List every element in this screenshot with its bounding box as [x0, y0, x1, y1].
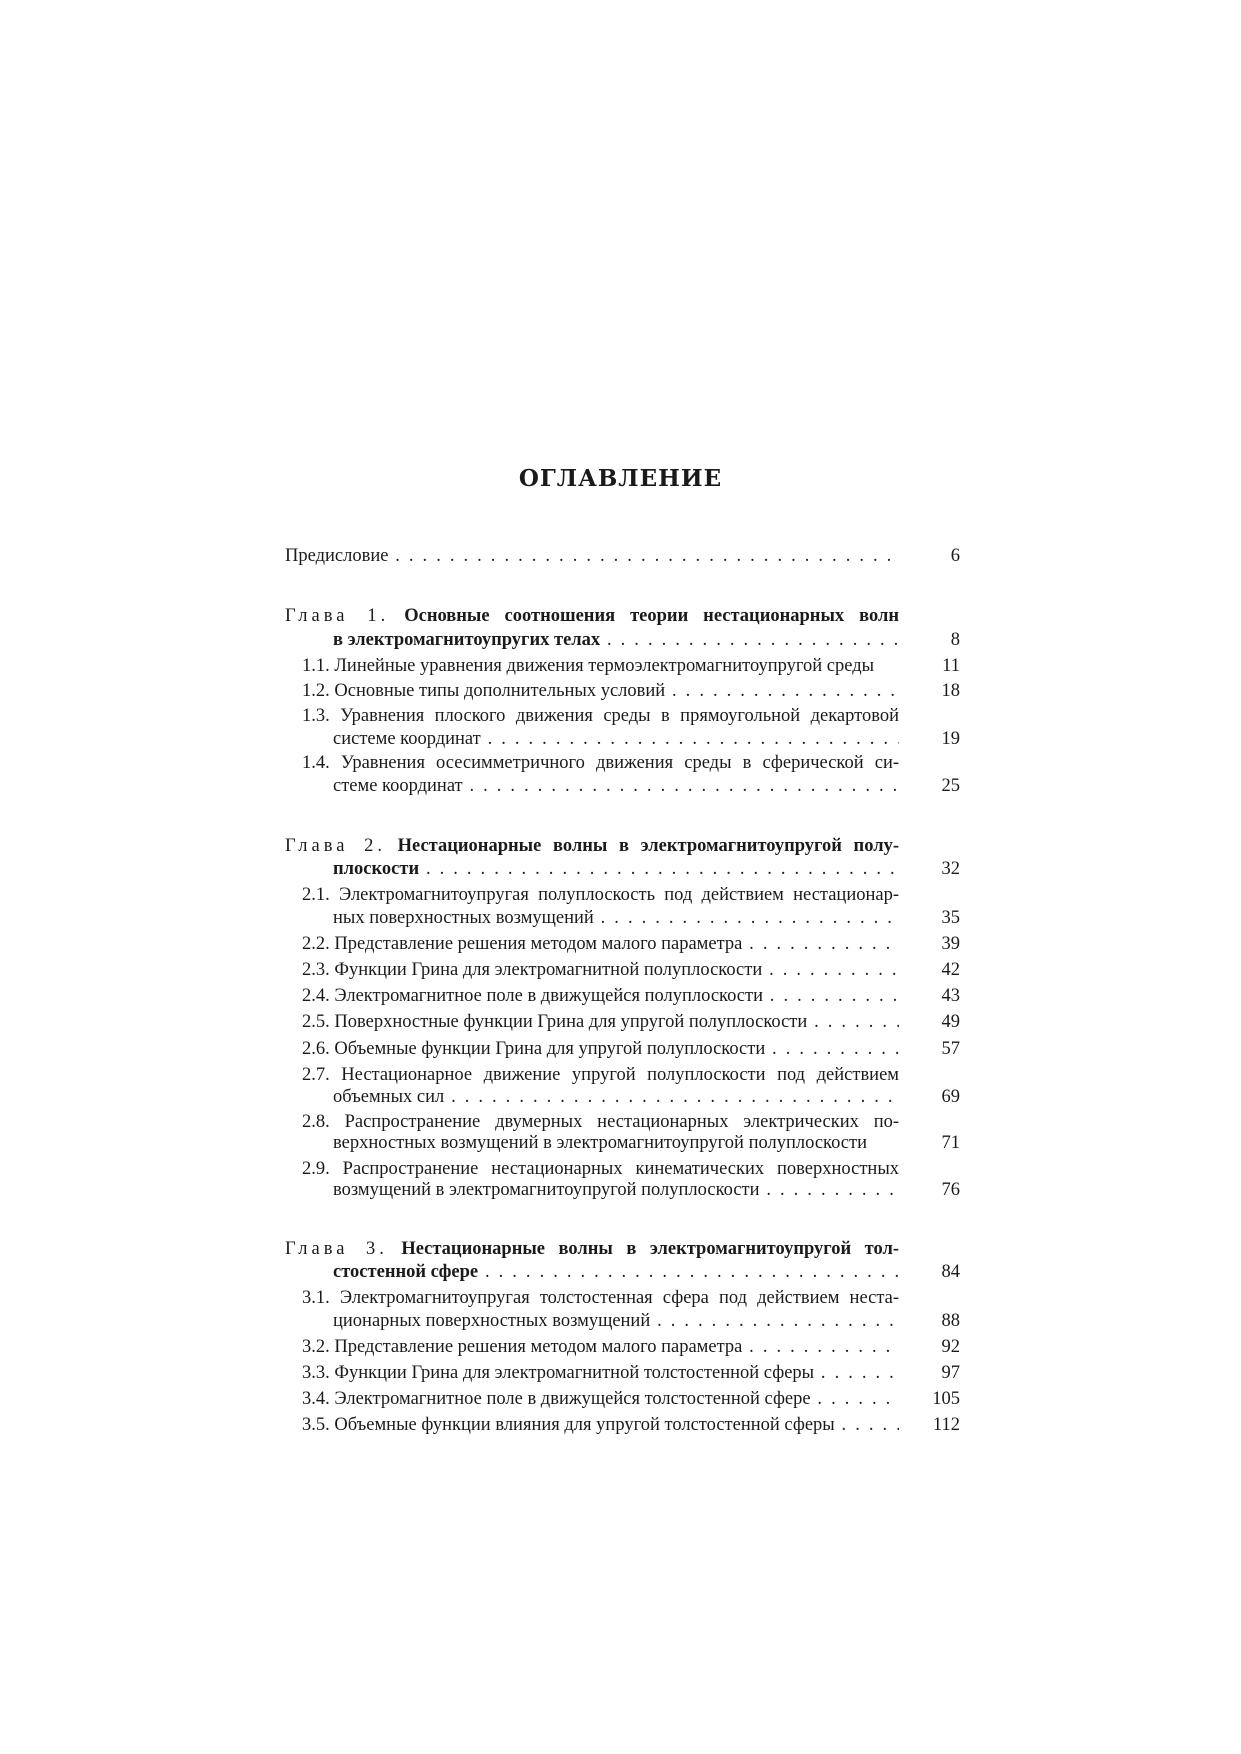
section-title: Функции Грина для электромагнитной полуплоскости [334, 960, 763, 980]
toc-entry-page: 76 [941, 1180, 960, 1200]
toc-chapter-3-title[interactable] [285, 1237, 960, 1261]
chapter-title: Нестационарные волны в электромагнитоупругой полу- [397, 836, 900, 856]
chapter-title: Нестационарные волны в электромагнитоупругой тол- [401, 1239, 900, 1259]
toc-section-1-3-cont[interactable] [333, 727, 960, 751]
toc-section-2-8-cont[interactable] [333, 1131, 960, 1155]
toc-section-2-3[interactable] [302, 958, 960, 982]
section-number: 1.4. [302, 753, 330, 773]
toc-chapter-1-title-cont[interactable] [333, 628, 960, 652]
toc-entry-page: 6 [950, 546, 960, 566]
section-title: Линейные уравнения движения термоэлектромагнитоупругой среды [334, 656, 875, 676]
toc-entry-page: 35 [941, 908, 960, 928]
toc-section-2-7-cont[interactable] [333, 1085, 960, 1109]
toc-section-2-6[interactable] [302, 1037, 960, 1061]
toc-section-1-4[interactable] [302, 751, 960, 775]
section-title-cont: объемных сил [333, 1087, 445, 1107]
toc-entry-page: 43 [941, 986, 960, 1006]
toc-section-3-2[interactable] [302, 1335, 960, 1359]
toc-entry-preface[interactable] [285, 544, 960, 568]
section-title-cont: стеме координат [333, 776, 463, 796]
toc-entry-page: 39 [941, 934, 960, 954]
toc-chapter-3-title-cont[interactable] [333, 1260, 960, 1284]
section-number: 2.5. [302, 1012, 330, 1032]
section-title: Уравнения осесимметричного движения среды в сферической си- [340, 753, 899, 773]
toc-section-2-9-cont[interactable] [333, 1178, 960, 1202]
section-title: Нестационарное движение упругой полуплоскости под действием [341, 1065, 899, 1085]
page-title: ОГЛАВЛЕНИЕ [518, 465, 723, 492]
toc-entry-page: 84 [941, 1262, 960, 1282]
toc-chapter-2-title-cont[interactable] [333, 857, 960, 881]
toc-chapter-1-title[interactable] [285, 604, 960, 628]
section-number: 2.1. [302, 885, 330, 905]
section-number: 3.4. [302, 1389, 330, 1409]
toc-section-3-5[interactable] [302, 1413, 960, 1437]
section-title-cont: ных поверхностных возмущений [333, 908, 594, 928]
toc-entry-page: 11 [942, 656, 960, 676]
toc-entry-page: 8 [950, 630, 960, 650]
section-number: 2.3. [302, 960, 330, 980]
toc-entry-page: 18 [941, 681, 960, 701]
toc-section-3-3[interactable] [302, 1361, 960, 1385]
section-title-cont: системе координат [333, 729, 481, 749]
toc-entry-page: 19 [941, 729, 960, 749]
section-number: 2.4. [302, 986, 330, 1006]
section-title-cont: ционарных поверхностных возмущений [333, 1311, 651, 1331]
section-number: 2.6. [302, 1039, 330, 1059]
section-title: Функции Грина для электромагнитной толстостенной сферы [334, 1363, 815, 1383]
section-title: Представление решения методом малого параметра [334, 934, 743, 954]
section-title: Объемные функции влияния для упругой толстостенной сферы [334, 1415, 835, 1435]
section-title: Объемные функции Грина для упругой полуплоскости [334, 1039, 766, 1059]
toc-entry-page: 97 [941, 1363, 960, 1383]
toc-entry-page: 112 [932, 1415, 960, 1435]
toc-entry-page: 92 [941, 1337, 960, 1357]
toc-entry-page: 25 [941, 776, 960, 796]
chapter-prefix: Глава 1. [285, 606, 390, 626]
section-number: 2.9. [302, 1159, 330, 1179]
toc-section-3-4[interactable] [302, 1387, 960, 1411]
toc-section-2-2[interactable] [302, 932, 960, 956]
toc-entry-page: 32 [941, 859, 960, 879]
toc-section-2-1[interactable] [302, 883, 960, 907]
section-title: Электромагнитное поле в движущейся толстостенной сфере [334, 1389, 811, 1409]
section-number: 1.1. [302, 656, 330, 676]
chapter-title: Основные соотношения теории нестационарных волн [404, 606, 900, 626]
toc-entry-label: Предисловие [285, 546, 389, 566]
toc-section-2-1-cont[interactable] [333, 906, 960, 930]
chapter-title-cont: стостенной сфере [333, 1262, 479, 1282]
chapter-title-cont: плоскости [333, 859, 420, 879]
section-number: 2.8. [302, 1112, 330, 1132]
chapter-title-cont: в электромагнитоупругих телах [333, 630, 601, 650]
section-title: Распространение двумерных нестационарных электрических по- [344, 1112, 900, 1132]
toc-entry-page: 57 [941, 1039, 960, 1059]
toc-section-1-3[interactable] [302, 704, 960, 728]
toc-entry-page: 42 [941, 960, 960, 980]
section-number: 1.2. [302, 681, 330, 701]
toc-section-3-1-cont[interactable] [333, 1309, 960, 1333]
toc-section-1-2[interactable] [302, 679, 960, 703]
section-number: 3.1. [302, 1288, 330, 1308]
toc-entry-page: 49 [941, 1012, 960, 1032]
toc-entry-page: 105 [932, 1389, 960, 1409]
section-title-cont: возмущений в электромагнитоупругой полуплоскости [333, 1180, 760, 1200]
section-title: Поверхностные функции Грина для упругой полуплоскости [334, 1012, 808, 1032]
chapter-prefix: Глава 2. [285, 836, 386, 856]
toc-chapter-2-title[interactable] [285, 834, 960, 858]
section-number: 3.5. [302, 1415, 330, 1435]
section-number: 2.2. [302, 934, 330, 954]
chapter-prefix: Глава 3. [285, 1239, 388, 1259]
section-title: Основные типы дополнительных условий [334, 681, 666, 701]
section-number: 1.3. [302, 706, 330, 726]
toc-entry-page: 88 [941, 1311, 960, 1331]
section-number: 3.2. [302, 1337, 330, 1357]
toc-section-3-1[interactable] [302, 1286, 960, 1310]
section-number: 3.3. [302, 1363, 330, 1383]
toc-section-2-4[interactable] [302, 984, 960, 1008]
toc-entry-page: 71 [941, 1133, 960, 1153]
section-number: 2.7. [302, 1065, 330, 1085]
toc-section-2-7[interactable] [302, 1063, 960, 1087]
section-title-cont: верхностных возмущений в электромагнитоупругой полуплоскости [333, 1133, 867, 1153]
section-title: Распространение нестационарных кинематических поверхностных [342, 1159, 900, 1179]
section-title: Уравнения плоского движения среды в прямоугольной декартовой [340, 706, 899, 726]
section-title: Электромагнитоупругая полуплоскость под действием нестационар- [338, 885, 899, 905]
section-title: Электромагнитное поле в движущейся полуплоскости [334, 986, 763, 1006]
toc-section-2-5[interactable] [302, 1010, 960, 1034]
toc-section-1-4-cont[interactable] [333, 774, 960, 798]
toc-entry-page: 69 [941, 1087, 960, 1107]
section-title: Электромагнитоупругая толстостенная сфера под действием неста- [339, 1288, 900, 1308]
section-title: Представление решения методом малого параметра [334, 1337, 743, 1357]
toc-section-1-1[interactable] [302, 654, 960, 678]
